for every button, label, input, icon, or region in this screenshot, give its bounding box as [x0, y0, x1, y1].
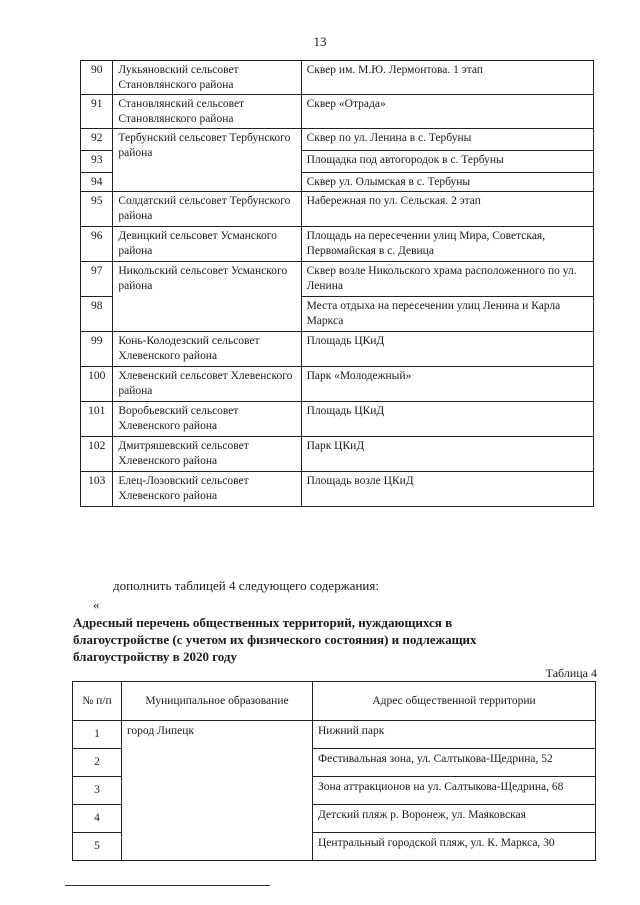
municipality-cell: город Липецк: [122, 721, 313, 861]
row-number: 102: [81, 437, 113, 472]
address-cell: Сквер возле Никольского храма расположенного по ул. Ленина: [301, 262, 593, 297]
table-row: [81, 472, 594, 507]
address-cell: Нижний парк: [313, 721, 596, 749]
address-cell: Места отдыха на пересечении улиц Ленина и Карла Маркса: [301, 297, 593, 332]
footnote-rule: [65, 885, 270, 886]
address-cell: Площадь ЦКиД: [301, 332, 593, 367]
address-cell: Сквер им. М.Ю. Лермонтова. 1 этап: [301, 61, 593, 95]
address-cell: Парк ЦКиД: [301, 437, 593, 472]
header-num: № п/п: [73, 682, 122, 721]
row-number: 91: [81, 95, 113, 129]
address-cell: Площадка под автогородок в с. Тербуны: [301, 151, 593, 173]
municipality-cell: Елец-Лозовский сельсовет Хлевенского района: [113, 472, 301, 507]
address-cell: Набережная по ул. Сельская. 2 этап: [301, 192, 593, 227]
municipality-cell: Лукьяновский сельсовет Становлянского района: [113, 61, 301, 95]
table-row: [81, 332, 594, 367]
row-number: 93: [81, 151, 113, 173]
address-cell: Площадь ЦКиД: [301, 402, 593, 437]
municipality-cell: Девицкий сельсовет Усманского района: [113, 227, 301, 262]
municipality-cell: Воробьевский сельсовет Хлевенского района: [113, 402, 301, 437]
header-municipality: Муниципальное образование: [122, 682, 313, 721]
table-4: [72, 681, 596, 861]
row-number: 94: [81, 173, 113, 192]
row-number: 98: [81, 297, 113, 332]
table-4-heading: [73, 614, 597, 665]
municipality-cell: Хлевенский сельсовет Хлевенского района: [113, 367, 301, 402]
row-number: 4: [73, 805, 122, 833]
heading-line: благоустройстве (с учетом их физического состояния) и подлежащих: [73, 632, 477, 647]
address-cell: Центральный городской пляж, ул. К. Маркса, 30: [313, 833, 596, 861]
header-address: Адрес общественной территории: [313, 682, 596, 721]
table-row: [81, 262, 594, 297]
row-number: 2: [73, 749, 122, 777]
address-cell: Парк «Молодежный»: [301, 367, 593, 402]
municipality-cell: Конь-Колодезский сельсовет Хлевенского района: [113, 332, 301, 367]
row-number: 103: [81, 472, 113, 507]
row-number: 96: [81, 227, 113, 262]
page-number: 13: [313, 34, 327, 49]
address-cell: Сквер по ул. Ленина в с. Тербуны: [301, 129, 593, 151]
table-header-row: [73, 682, 596, 721]
row-number: 99: [81, 332, 113, 367]
table-row: [81, 367, 594, 402]
row-number: 101: [81, 402, 113, 437]
row-number: 3: [73, 777, 122, 805]
table-row: [81, 192, 594, 227]
table-row: [81, 129, 594, 151]
municipality-cell: Никольский сельсовет Усманского района: [113, 262, 301, 332]
address-cell: Площадь возле ЦКиД: [301, 472, 593, 507]
row-number: 90: [81, 61, 113, 95]
table-row: [81, 227, 594, 262]
municipality-cell: Тербунский сельсовет Тербунского района: [113, 129, 301, 192]
row-number: 92: [81, 129, 113, 151]
municipality-cell: Становлянский сельсовет Становлянского района: [113, 95, 301, 129]
municipality-cell: Солдатский сельсовет Тербунского района: [113, 192, 301, 227]
address-cell: Площадь на пересечении улиц Мира, Советская, Первомайская в с. Девица: [301, 227, 593, 262]
address-cell: Детский пляж р. Воронеж, ул. Маяковская: [313, 805, 596, 833]
table-label: Таблица 4: [545, 666, 597, 680]
table-row: [81, 95, 594, 129]
address-cell: Зона аттракционов на ул. Салтыкова-Щедрина, 68: [313, 777, 596, 805]
address-cell: Сквер «Отрада»: [301, 95, 593, 129]
row-number: 95: [81, 192, 113, 227]
heading-line: Адресный перечень общественных территорий, нуждающихся в: [73, 615, 453, 630]
row-number: 5: [73, 833, 122, 861]
heading-line: благоустройству в 2020 году: [73, 649, 237, 664]
table-row: [81, 402, 594, 437]
row-number: 97: [81, 262, 113, 297]
address-cell: Фестивальная зона, ул. Салтыкова-Щедрина, 52: [313, 749, 596, 777]
table-3-continuation: [80, 60, 594, 507]
intro-text: дополнить таблицей 4 следующего содержания:: [113, 578, 379, 593]
table-row: [81, 61, 594, 95]
table-row: [81, 437, 594, 472]
table-row: [73, 721, 596, 749]
opening-quote: «: [93, 597, 100, 612]
row-number: 100: [81, 367, 113, 402]
municipality-cell: Дмитряшевский сельсовет Хлевенского района: [113, 437, 301, 472]
row-number: 1: [73, 721, 122, 749]
address-cell: Сквер ул. Олымская в с. Тербуны: [301, 173, 593, 192]
